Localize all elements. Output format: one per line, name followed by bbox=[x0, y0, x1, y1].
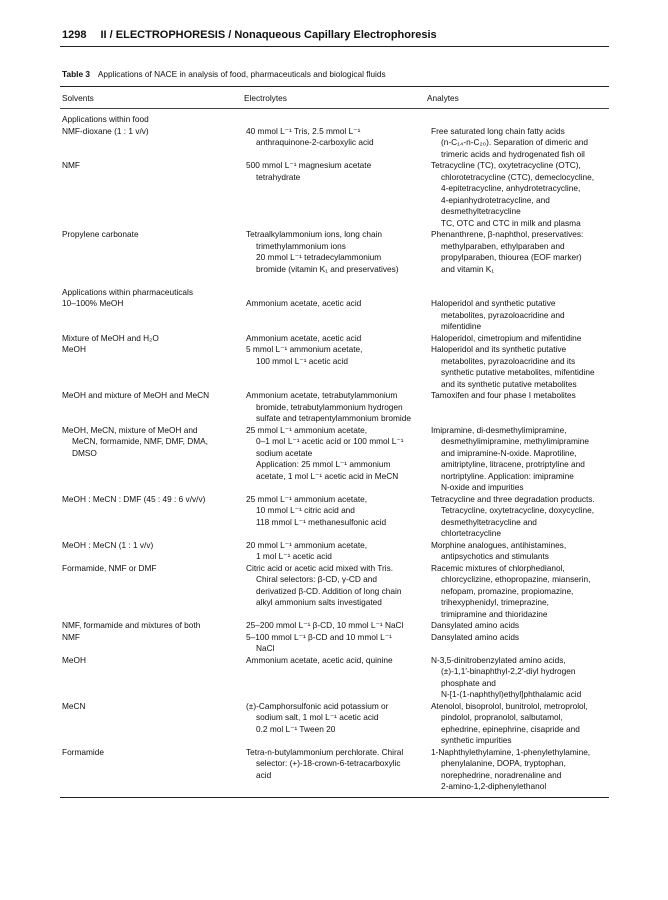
electrolyte-cell bbox=[246, 229, 431, 275]
cell-line: (±)-1,1′-binaphthyl-2,2′-diyl hydrogen bbox=[441, 666, 576, 676]
analyte-cell bbox=[431, 540, 610, 563]
cell-line: Chiral selectors: β-CD, γ-CD and bbox=[256, 574, 377, 584]
cell-line: acid bbox=[256, 769, 272, 780]
column-header-electrolytes: Electrolytes bbox=[244, 93, 287, 103]
electrolyte-cell bbox=[246, 160, 431, 229]
cell-line: 500 mmol L⁻¹ magnesium acetate bbox=[246, 160, 372, 170]
cell-line: 5 mmol L⁻¹ ammonium acetate, bbox=[246, 344, 363, 354]
cell-line: Tetracycline, oxytetracycline, doxycycline, bbox=[441, 505, 595, 515]
cell-line: Haloperidol, cimetropium and mifentidine bbox=[431, 332, 582, 343]
cell-line: 0.2 mol L⁻¹ Tween 20 bbox=[256, 723, 336, 734]
running-header bbox=[62, 29, 610, 41]
cell-line: mifentidine bbox=[441, 321, 482, 331]
solvent-cell bbox=[62, 563, 246, 621]
analyte-cell bbox=[431, 333, 610, 345]
header-rule bbox=[60, 46, 609, 47]
table-row bbox=[62, 425, 610, 494]
solvent-cell bbox=[62, 229, 246, 275]
solvent-cell bbox=[62, 160, 246, 229]
table-row bbox=[62, 344, 610, 390]
cell-line: Phenanthrene, β-naphthol, preservatives: bbox=[431, 229, 584, 239]
cell-line: nortriptyline. Application: imipramine bbox=[441, 470, 574, 481]
cell-line: anthraquinone-2-carboxylic acid bbox=[256, 137, 374, 147]
analyte-cell bbox=[431, 298, 610, 333]
electrolyte-cell bbox=[246, 655, 431, 701]
cell-line: antipsychotics and stimulants bbox=[441, 551, 549, 561]
solvent-cell bbox=[62, 701, 246, 747]
cell-line: Dansylated amino acids bbox=[431, 620, 520, 630]
cell-line: MeOH, MeCN, mixture of MeOH and bbox=[62, 424, 198, 435]
cell-line: trimeric acids and hydrogenated fish oil bbox=[441, 148, 585, 159]
table-row bbox=[62, 298, 610, 333]
cell-line: nefopam, promazine, propiomazine, bbox=[441, 585, 574, 596]
solvent-cell bbox=[62, 632, 246, 655]
cell-line: 25 mmol L⁻¹ ammonium acetate, bbox=[246, 424, 368, 435]
solvent-cell bbox=[62, 344, 246, 390]
cell-line: trimethylammonium ions bbox=[256, 240, 346, 251]
section-title-row bbox=[62, 114, 610, 126]
electrolyte-cell bbox=[246, 701, 431, 747]
cell-line: Formamide, NMF or DMF bbox=[62, 562, 157, 573]
electrolyte-cell bbox=[246, 632, 431, 655]
table-top-rule bbox=[60, 86, 609, 87]
cell-line: 40 mmol L⁻¹ Tris, 2.5 mmol L⁻¹ bbox=[246, 125, 361, 136]
cell-line: 20 mmol L⁻¹ tetradecylammonium bbox=[256, 252, 382, 262]
table-row bbox=[62, 160, 610, 229]
cell-line: 100 mmol L⁻¹ acetic acid bbox=[256, 355, 348, 366]
solvent-cell bbox=[62, 540, 246, 563]
cell-line: 4-epitetracycline, anhydrotetracycline, bbox=[441, 183, 581, 193]
table-row bbox=[62, 620, 610, 632]
electrolyte-cell bbox=[246, 298, 431, 333]
cell-line: 2-amino-1,2-diphenylethanol bbox=[441, 781, 547, 791]
cell-line: bromide, tetrabutylammonium hydrogen bbox=[256, 401, 403, 412]
electrolyte-cell bbox=[246, 126, 431, 161]
cell-line: Ammonium acetate, acetic acid bbox=[246, 332, 362, 343]
cell-line: phenylalanine, DOPA, tryptophan, bbox=[441, 758, 566, 768]
cell-line: Citric acid or acetic acid mixed with Tris. bbox=[246, 562, 394, 573]
column-header-analytes: Analytes bbox=[427, 93, 459, 103]
cell-line: trimipramine and thioridazine bbox=[441, 608, 548, 619]
cell-line: 5–100 mmol L⁻¹ β-CD and 10 mmol L⁻¹ bbox=[246, 631, 392, 642]
cell-line: Tetracycline and three degradation products. bbox=[431, 493, 595, 504]
table-body bbox=[62, 114, 610, 793]
cell-line: Tamoxifen and four phase I metabolites bbox=[431, 390, 576, 400]
cell-line: N-[1-(1-naphthyl)ethyl]phthalamic acid bbox=[441, 689, 582, 699]
cell-line: Ammonium acetate, tetrabutylammonium bbox=[246, 390, 398, 400]
cell-line: metabolites, pyrazoloacridine and its bbox=[441, 355, 576, 366]
cell-line: N-3,5-dinitrobenzylated amino acids, bbox=[431, 654, 566, 665]
cell-line: 118 mmol L⁻¹ methanesulfonic acid bbox=[256, 516, 387, 527]
cell-line: desmethyltetracycline and bbox=[441, 516, 537, 527]
cell-line: selector: (+)-18-crown-6-tetracarboxylic bbox=[256, 758, 401, 768]
cell-line: and imipramine-N-oxide. Maprotiline, bbox=[441, 447, 577, 458]
cell-line: metabolites, pyrazoloacridine and bbox=[441, 309, 565, 320]
solvent-cell bbox=[62, 655, 246, 701]
cell-line: pindolol, propranolol, salbutamol, bbox=[441, 712, 563, 722]
cell-line: Formamide bbox=[62, 746, 104, 757]
table-row bbox=[62, 563, 610, 621]
analyte-cell bbox=[431, 344, 610, 390]
cell-line: Atenolol, bisoprolol, bunitrolol, metroprolol, bbox=[431, 700, 588, 711]
cell-line: and vitamin K₁ bbox=[441, 263, 495, 274]
cell-line: 10 mmol L⁻¹ citric acid and bbox=[256, 505, 355, 515]
analyte-cell bbox=[431, 620, 610, 632]
table-caption-text: Applications of NACE in analysis of food, pharmaceuticals and biological fluids bbox=[97, 69, 386, 79]
electrolyte-cell bbox=[246, 390, 431, 425]
cell-line: MeOH : MeCN (1 : 1 v/v) bbox=[62, 539, 154, 550]
cell-line: derivatized β-CD. Addition of long chain bbox=[256, 585, 402, 596]
cell-line: Free saturated long chain fatty acids bbox=[431, 125, 565, 136]
cell-line: MeOH bbox=[62, 654, 86, 665]
cell-line: Haloperidol and its synthetic putative bbox=[431, 344, 567, 354]
cell-line: sodium salt, 1 mol L⁻¹ acetic acid bbox=[256, 712, 379, 722]
column-header-solvents: Solvents bbox=[62, 93, 94, 103]
electrolyte-cell bbox=[246, 333, 431, 345]
cell-line: MeOH : MeCN : DMF (45 : 49 : 6 v/v/v) bbox=[62, 493, 206, 504]
analyte-cell bbox=[431, 126, 610, 161]
cell-line: (±)-Camphorsulfonic acid potassium or bbox=[246, 700, 389, 711]
cell-line: bromide (vitamin K₁ and preservatives) bbox=[256, 263, 399, 274]
cell-line: acetate, 1 mol L⁻¹ acetic acid in MeCN bbox=[256, 470, 399, 481]
cell-line: synthetic putative metabolites, mifentidine bbox=[441, 367, 595, 377]
cell-line: 1-Naphthylethylamine, 1-phenylethylamine, bbox=[431, 746, 591, 757]
cell-line: Tetraalkylammonium ions, long chain bbox=[246, 229, 383, 239]
cell-line: desmethyltetracycline bbox=[441, 206, 521, 216]
section-title-row bbox=[62, 287, 610, 299]
cell-line: NaCl bbox=[256, 643, 275, 653]
cell-line: Tetracycline (TC), oxytetracycline (OTC), bbox=[431, 160, 581, 170]
section-title: Applications within food bbox=[62, 114, 149, 124]
cell-line: Racemic mixtures of chlorphedianol, bbox=[431, 562, 565, 573]
cell-line: Application: 25 mmol L⁻¹ ammonium bbox=[256, 459, 391, 469]
cell-line: Dansylated amino acids bbox=[431, 631, 520, 642]
cell-line: Imipramine, di-desmethylimipramine, bbox=[431, 424, 567, 435]
electrolyte-cell bbox=[246, 344, 431, 390]
solvent-cell bbox=[62, 298, 246, 333]
electrolyte-cell bbox=[246, 563, 431, 621]
section-title: Applications within pharmaceuticals bbox=[62, 286, 193, 297]
cell-line: NMF bbox=[62, 160, 80, 170]
cell-line: 25–200 mmol L⁻¹ β-CD, 10 mmol L⁻¹ NaCl bbox=[246, 620, 404, 630]
solvent-cell bbox=[62, 494, 246, 540]
cell-line: Propylene carbonate bbox=[62, 229, 139, 239]
table-row bbox=[62, 540, 610, 563]
cell-line: chlorcyclizine, ethopropazine, mianserin, bbox=[441, 574, 591, 584]
solvent-cell bbox=[62, 126, 246, 161]
cell-line: MeOH bbox=[62, 344, 86, 354]
running-title: II / ELECTROPHORESIS / Nonaqueous Capillary Electrophoresis bbox=[100, 29, 437, 41]
table-row bbox=[62, 747, 610, 793]
table-row bbox=[62, 229, 610, 275]
cell-line: Tetra-n-butylammonium perchlorate. Chiral bbox=[246, 746, 404, 757]
cell-line: Mixture of MeOH and H₂O bbox=[62, 332, 159, 343]
analyte-cell bbox=[431, 747, 610, 793]
cell-line: methylparaben, ethylparaben and bbox=[441, 240, 565, 251]
cell-line: 0–1 mol L⁻¹ acetic acid or 100 mmol L⁻¹ bbox=[256, 436, 404, 446]
table-bottom-rule bbox=[60, 797, 609, 798]
cell-line: Ammonium acetate, acetic acid bbox=[246, 298, 362, 308]
cell-line: sulfate and tetrapentylammonium bromide bbox=[256, 413, 411, 423]
cell-line: Morphine analogues, antihistamines, bbox=[431, 539, 567, 550]
cell-line: TC, OTC and CTC in milk and plasma bbox=[441, 217, 581, 228]
table-row bbox=[62, 333, 610, 345]
electrolyte-cell bbox=[246, 620, 431, 632]
analyte-cell bbox=[431, 425, 610, 494]
cell-line: (n-C₁₄-n-C₂₀). Separation of dimeric and bbox=[441, 137, 589, 147]
analyte-cell bbox=[431, 229, 610, 275]
cell-line: MeCN, formamide, NMF, DMF, DMA, bbox=[72, 436, 208, 446]
electrolyte-cell bbox=[246, 494, 431, 540]
electrolyte-cell bbox=[246, 747, 431, 793]
analyte-cell bbox=[431, 655, 610, 701]
solvent-cell bbox=[62, 620, 246, 632]
cell-line: alkyl ammonium salts investigated bbox=[256, 597, 382, 607]
analyte-cell bbox=[431, 701, 610, 747]
table-row bbox=[62, 126, 610, 161]
table-caption-label: Table 3 bbox=[62, 69, 90, 79]
analyte-cell bbox=[431, 390, 610, 425]
table-row bbox=[62, 632, 610, 655]
solvent-cell bbox=[62, 333, 246, 345]
cell-line: 25 mmol L⁻¹ ammonium acetate, bbox=[246, 493, 368, 504]
cell-line: sodium acetate bbox=[256, 447, 313, 458]
electrolyte-cell bbox=[246, 540, 431, 563]
solvent-cell bbox=[62, 390, 246, 425]
cell-line: chlorotetracycline (CTC), demeclocycline, bbox=[441, 171, 595, 182]
cell-line: norephedrine, noradrenaline and bbox=[441, 769, 562, 780]
cell-line: ephedrine, epinephrine, cisapride and bbox=[441, 723, 580, 734]
cell-line: and its synthetic putative metabolites bbox=[441, 378, 577, 389]
cell-line: amitriptyline, litracene, protriptyline and bbox=[441, 459, 585, 469]
cell-line: 4-epianhydrotetracycline, and bbox=[441, 194, 550, 205]
table-row bbox=[62, 390, 610, 425]
table-row bbox=[62, 655, 610, 701]
solvent-cell bbox=[62, 425, 246, 494]
cell-line: tetrahydrate bbox=[256, 171, 301, 182]
cell-line: NMF-dioxane (1 : 1 v/v) bbox=[62, 125, 149, 136]
cell-line: 10–100% MeOH bbox=[62, 298, 124, 308]
cell-line: Haloperidol and synthetic putative bbox=[431, 298, 556, 308]
cell-line: Ammonium acetate, acetic acid, quinine bbox=[246, 654, 393, 665]
cell-line: desmethylimipramine, methylimipramine bbox=[441, 436, 590, 446]
cell-line: NMF bbox=[62, 631, 80, 642]
cell-line: NMF, formamide and mixtures of both bbox=[62, 620, 201, 630]
analyte-cell bbox=[431, 563, 610, 621]
cell-line: N-oxide and impurities bbox=[441, 482, 524, 492]
analyte-cell bbox=[431, 632, 610, 655]
cell-line: synthetic impurities bbox=[441, 735, 512, 745]
cell-line: 20 mmol L⁻¹ ammonium acetate, bbox=[246, 539, 368, 550]
table-caption bbox=[62, 69, 610, 79]
table-header-rule bbox=[60, 108, 609, 109]
electrolyte-cell bbox=[246, 425, 431, 494]
analyte-cell bbox=[431, 160, 610, 229]
cell-line: trihexyphenidyl, trimeprazine, bbox=[441, 597, 549, 607]
cell-line: chlortetracycline bbox=[441, 528, 501, 538]
cell-line: MeCN bbox=[62, 700, 86, 711]
cell-line: DMSO bbox=[72, 447, 97, 458]
cell-line: propylparaben, thiourea (EOF marker) bbox=[441, 252, 582, 262]
table-row bbox=[62, 701, 610, 747]
page-number: 1298 bbox=[62, 29, 87, 41]
cell-line: 1 mol L⁻¹ acetic acid bbox=[256, 551, 332, 561]
cell-line: MeOH and mixture of MeOH and MeCN bbox=[62, 390, 210, 400]
cell-line: phosphate and bbox=[441, 677, 496, 688]
table-row bbox=[62, 494, 610, 540]
analyte-cell bbox=[431, 494, 610, 540]
solvent-cell bbox=[62, 747, 246, 793]
